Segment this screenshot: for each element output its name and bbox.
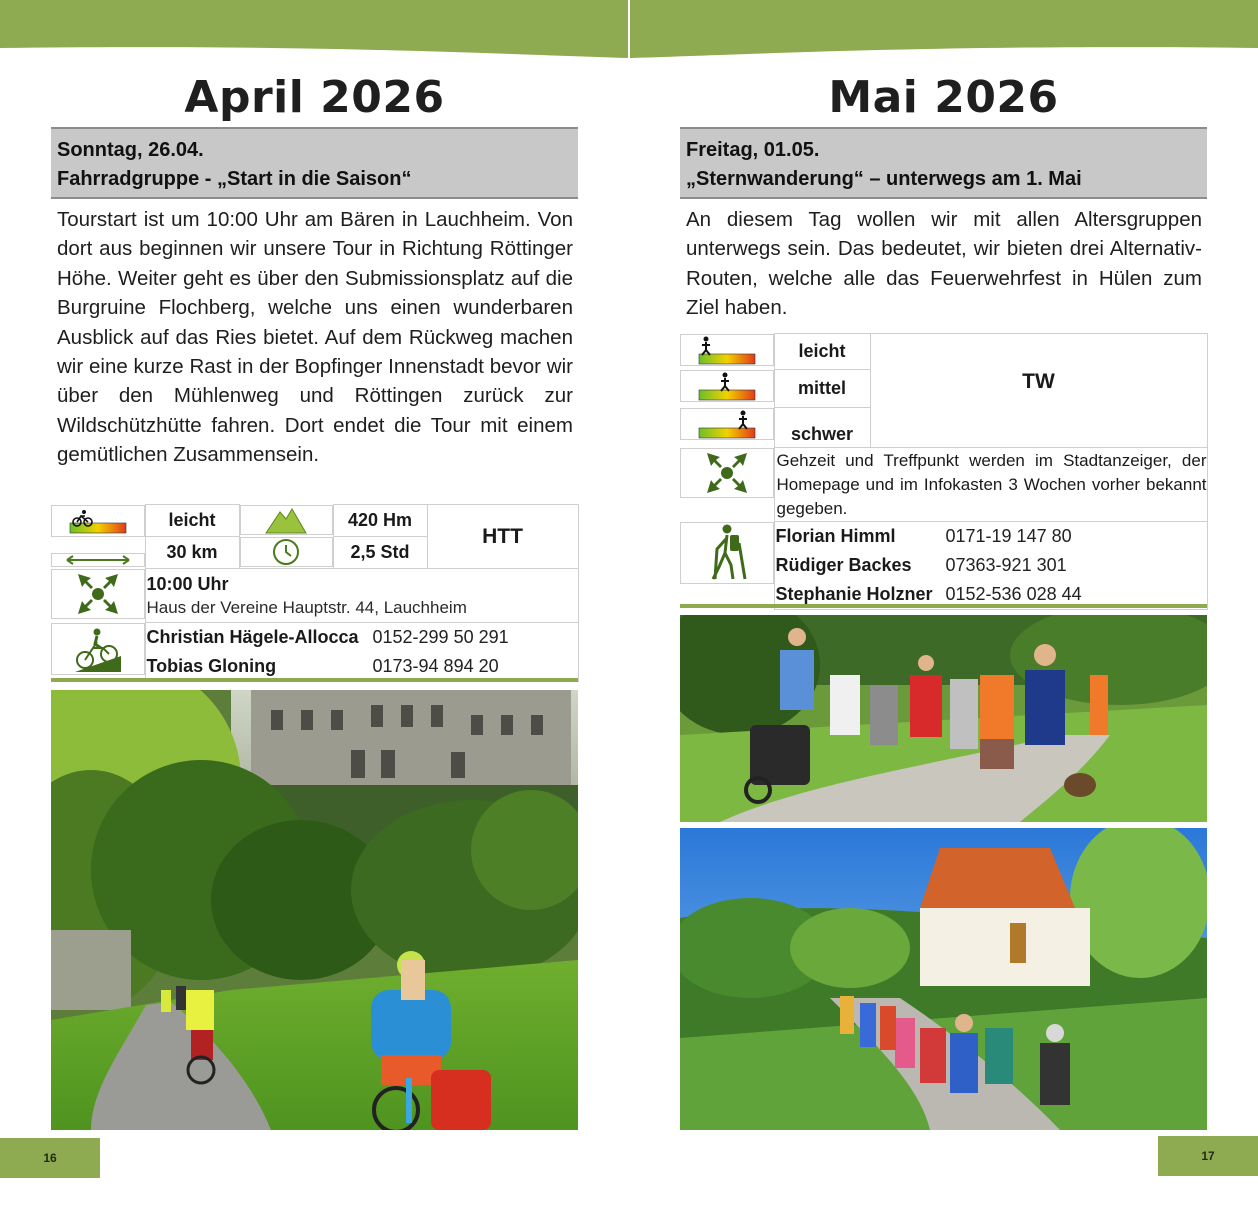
difficulty-hard-icon xyxy=(680,408,774,440)
contact-phone: 0152-536 028 44 xyxy=(945,584,1082,604)
group-code: HTT xyxy=(427,505,578,569)
cyclists-photo xyxy=(51,690,578,1130)
contact-name: Tobias Gloning xyxy=(146,656,277,676)
hiker-guide-icon xyxy=(680,522,774,584)
contact-row xyxy=(776,522,1206,551)
meeting-point-icon xyxy=(51,569,145,619)
meeting-point-icon xyxy=(680,448,774,498)
contact-name: Stephanie Holzner xyxy=(775,584,933,604)
event-description: An diesem Tag wollen wir mit allen Altersgruppen unterwegs sein. Das bedeutet, wir bieten drei Alternativ-Routen, welche alle das Feuerwehrfest in Hülen zum Ziel haben. xyxy=(686,208,1202,320)
meeting-note: Gehzeit und Treffpunkt werden im Stadtanzeiger, der Homepage und im Infokasten 3 Wochen vorher bekannt gegeben. xyxy=(774,448,1207,522)
meeting-place: Haus der Vereine Hauptstr. 44, Lauchheim xyxy=(146,597,467,617)
difficulty-medium-icon xyxy=(680,370,774,402)
difficulty-bike-icon xyxy=(51,505,145,537)
group-code: TW xyxy=(870,334,1207,448)
contact-name: Christian Hägele-Allocca xyxy=(146,627,359,647)
difficulty-label: leicht xyxy=(774,334,870,370)
cyclist-guide-icon xyxy=(51,623,145,675)
contacts xyxy=(774,522,1207,610)
month-title: Mai 2026 xyxy=(828,72,1059,123)
meeting-time: 10:00 Uhr xyxy=(146,573,229,594)
event-title: „Sternwanderung“ – unterwegs am 1. Mai xyxy=(686,168,1082,190)
contact-row xyxy=(776,551,1206,580)
page-number: 17 xyxy=(1158,1136,1258,1176)
contact-phone: 0152-299 50 291 xyxy=(372,627,509,647)
contact-name: Florian Himml xyxy=(775,526,896,546)
hikers-photo xyxy=(680,615,1207,822)
contacts xyxy=(145,623,578,682)
chapel-photo xyxy=(680,828,1207,1130)
contact-row xyxy=(147,652,577,681)
contact-row xyxy=(147,623,577,652)
difficulty-label: mittel xyxy=(774,370,870,408)
duration-value: 2,5 Std xyxy=(333,537,427,569)
event-date: Sonntag, 26.04. xyxy=(57,139,204,161)
contact-phone: 07363-921 301 xyxy=(945,555,1067,575)
event-description: Tourstart ist um 10:00 Uhr am Bären in Lauchheim. Von dort aus beginnen wir unsere Tour in Richtung Röttinger Höhe. Weiter geht es über den Submissionsplatz auf die Burgruine Flochberg, welche uns einen wunderbaren Ausblick auf das Ries bietet. Auf dem Rückweg machen wir eine kurze Rast in der Bopfinger Innenstadt bevor wir über den Mühlenweg und Röttingen zurück zur Wildschützhütte fahren. Dort endet die Tour mit einem gemütlichen Zusammensein. xyxy=(57,208,573,467)
tour-info-table xyxy=(51,504,579,682)
contact-phone: 0171-19 147 80 xyxy=(945,526,1072,546)
event-title: Fahrradgruppe - „Start in die Saison“ xyxy=(57,168,412,190)
elevation-value: 420 Hm xyxy=(333,505,427,537)
contact-phone: 0173-94 894 20 xyxy=(372,656,499,676)
table-underline xyxy=(680,604,1207,608)
difficulty-easy-icon xyxy=(680,334,774,366)
contact-name: Rüdiger Backes xyxy=(775,555,912,575)
event-header xyxy=(51,127,578,199)
right-page xyxy=(629,0,1258,1224)
clock-icon xyxy=(240,537,333,567)
distance-value: 30 km xyxy=(145,537,239,569)
difficulty-label: leicht xyxy=(145,505,239,537)
month-title: April 2026 xyxy=(184,72,445,123)
table-underline xyxy=(51,678,578,682)
page-number: 16 xyxy=(0,1138,100,1178)
difficulty-label: schwer xyxy=(774,408,870,448)
elevation-icon xyxy=(240,505,333,535)
event-date: Freitag, 01.05. xyxy=(686,139,820,161)
meeting-info xyxy=(145,569,578,623)
event-header xyxy=(680,127,1207,199)
distance-icon xyxy=(51,553,145,567)
hike-info-table xyxy=(680,333,1208,610)
